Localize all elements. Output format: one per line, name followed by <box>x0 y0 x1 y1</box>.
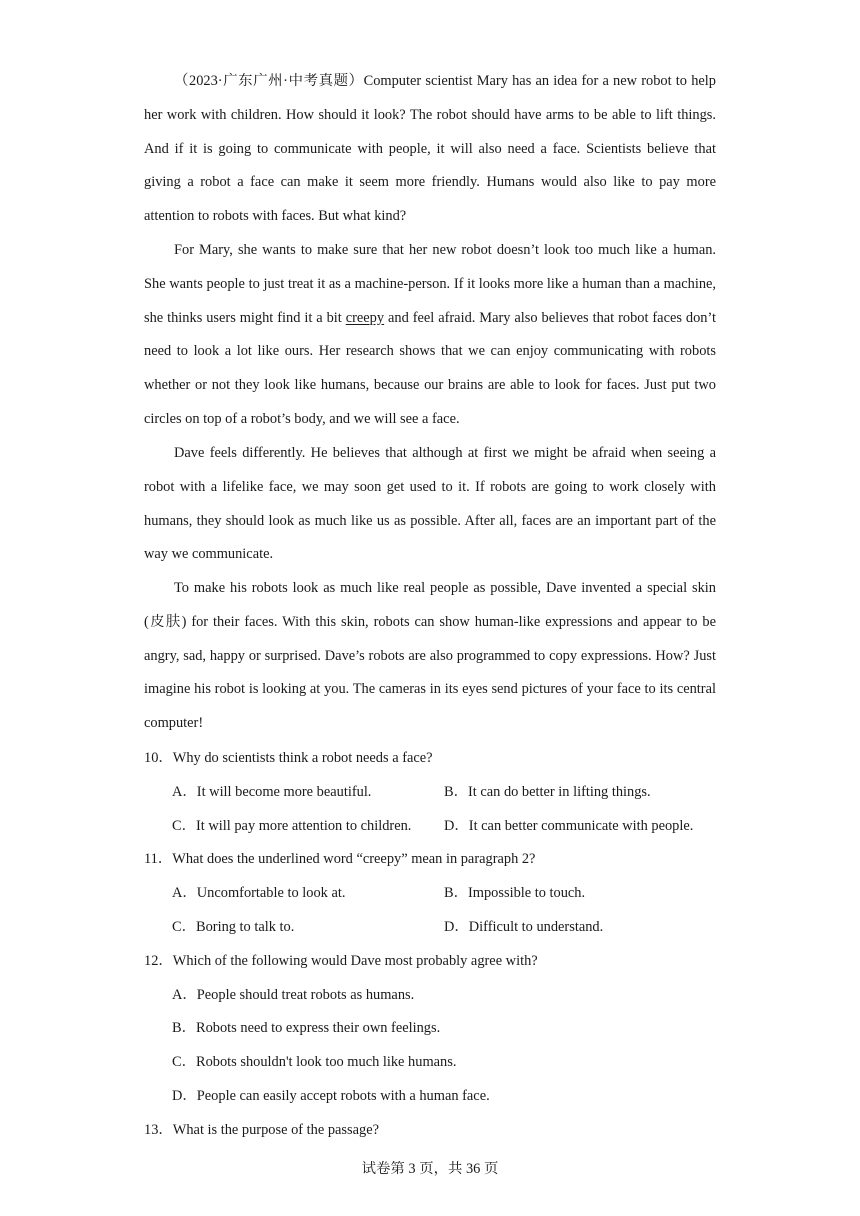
underlined-word-creepy: creepy <box>345 309 385 326</box>
passage-paragraph-4: To make his robots look as much like real people as possible, Dave invented a special skin (皮肤) for their faces. With this skin, robots can show human-like expressions and appear to be angry, sad, happy or surprised. Dave’s robots are also programmed to copy expressions. How? Just imagine his robot is looking at you. The cameras in its eyes send pictures of your face to its central computer! <box>144 580 716 732</box>
passage-paragraph-3: Dave feels differently. He believes that although at first we might be afraid when seeing a robot with a lifelike face, we may soon get used to it. If robots are going to work closely with humans, they should look as much like us as possible. After all, faces are an important part of the way we communicate. <box>144 445 716 563</box>
passage-paragraph-1: （2023·广东广州·中考真题）Computer scientist Mary has an idea for a new robot to help her work with children. How should it look? The robot should have arms to be able to lift things. And if it is going to communicate with people, it will also need a face. Scientists believe that giving a robot a face can make it seem more friendly. Humans would also like to pay more attention to robots with faces. But what kind? <box>144 73 716 225</box>
question-10-option-d: D．It can better communicate with people. <box>444 818 694 834</box>
question-11-option-a: A．Uncomfortable to look at. <box>172 885 346 901</box>
passage-paragraph-2: For Mary, she wants to make sure that her new robot doesn’t look too much like a human. She wants people to just treat it as a machine-person. If it looks more like a human than a machine, she thinks users might find it a bit creepy and feel afraid. Mary also believes that robot faces don’t need to look a lot like ours. Her research shows that we can enjoy communicating with robots whether or not they look like humans, because our brains are able to look for faces. Just put two circles on top of a robot’s body, and we will see a face. <box>144 242 716 427</box>
question-12-option-a: A．People should treat robots as humans. <box>172 987 415 1003</box>
question-12-option-d: D．People can easily accept robots with a human face. <box>172 1088 490 1104</box>
question-11-option-c: C．Boring to talk to. <box>172 919 295 935</box>
question-10-option-c: C．It will pay more attention to children. <box>172 818 412 834</box>
page-footer: 试卷第 3 页，共 36 页 <box>361 1161 499 1177</box>
question-13-stem: 13．What is the purpose of the passage? <box>144 1122 379 1138</box>
question-11-option-d: D．Difficult to understand. <box>444 919 604 935</box>
question-12-option-c: C．Robots shouldn't look too much like humans. <box>172 1054 457 1070</box>
question-12-option-b: B．Robots need to express their own feelings. <box>172 1020 441 1036</box>
question-11-option-b: B．Impossible to touch. <box>444 885 586 901</box>
question-12-stem: 12．Which of the following would Dave most probably agree with? <box>144 953 538 969</box>
question-10-option-b: B．It can do better in lifting things. <box>444 784 651 800</box>
question-10-option-a: A．It will become more beautiful. <box>172 784 372 800</box>
question-11-stem: 11．What does the underlined word “creepy” mean in paragraph 2? <box>144 851 536 867</box>
question-10-stem: 10．Why do scientists think a robot needs a face? <box>144 750 433 766</box>
